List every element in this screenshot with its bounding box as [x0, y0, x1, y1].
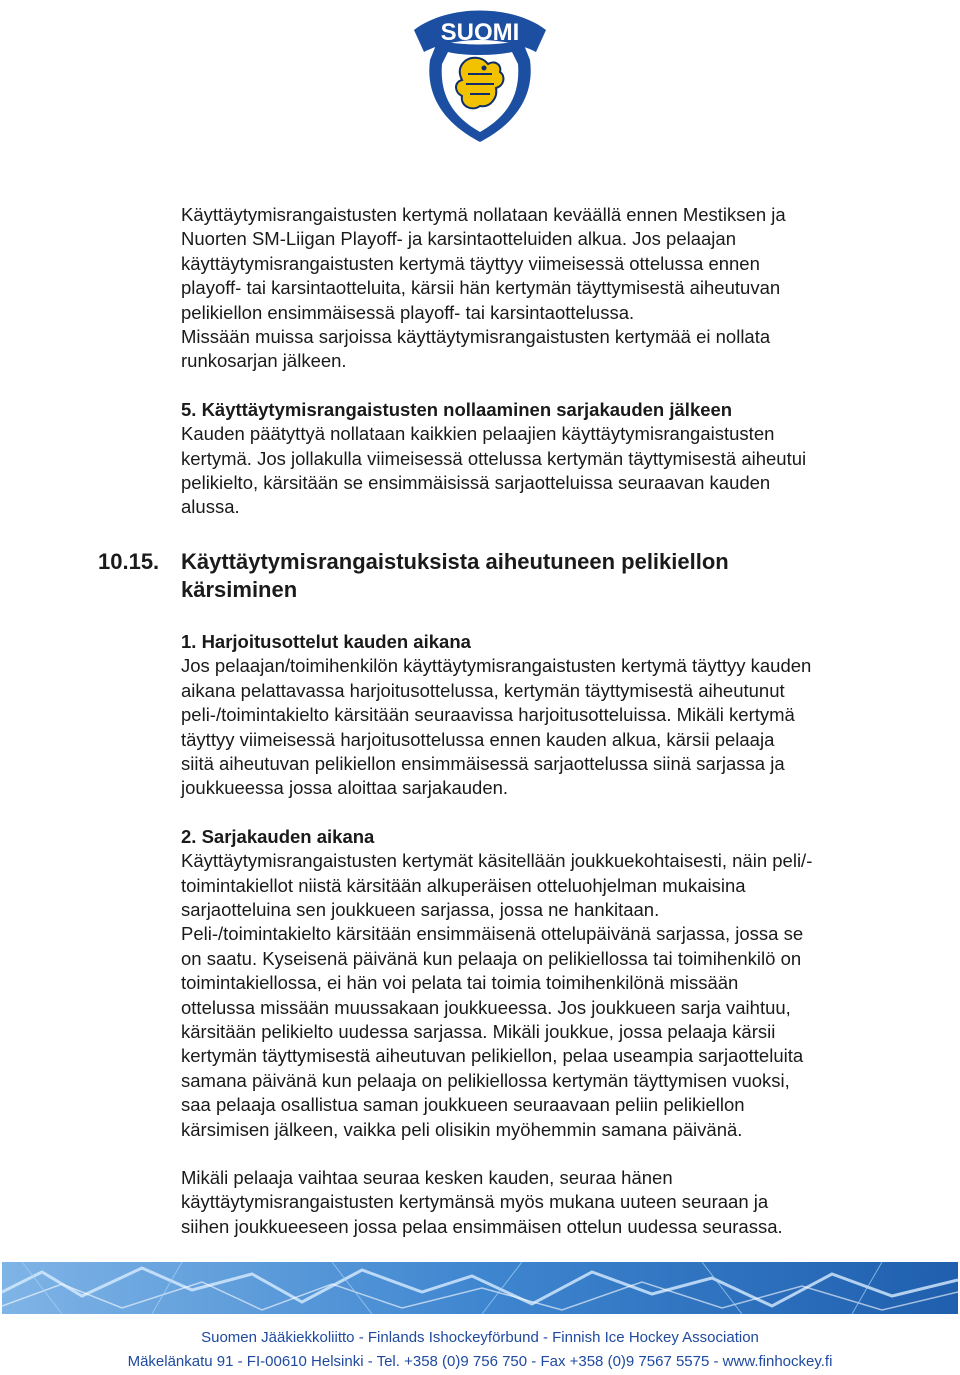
subsection-2: [181, 825, 901, 1240]
section-5-heading: 5. Käyttäytymisrangaistusten nollaaminen sarjakauden jälkeen: [181, 398, 733, 420]
text-line: sarjaotteluina sen joukkueen sarjassa, jossa ne hankitaan.: [181, 898, 660, 920]
text-line: Nuorten SM-Liigan Playoff- ja karsintaotteluiden alkua. Jos pelaajan: [181, 228, 736, 250]
text-line: Missään muissa sarjoissa käyttäytymisrangaistusten kertymää ei nollata: [181, 326, 771, 348]
text-line: runkosarjan jälkeen.: [181, 350, 347, 372]
suomi-logo: [408, 0, 552, 146]
text-line: Peli-/toimintakielto kärsitään ensimmäisenä ottelupäivänä sarjassa, jossa se: [181, 923, 804, 945]
text-line: playoff- tai karsintaotteluita, kärsii hän kertymän täyttymisestä aiheutuvan: [181, 277, 781, 299]
text-line: siihen joukkueeseen jossa pelaa ensimmäisen ottelun uudessa seurassa.: [181, 1215, 783, 1237]
text-line: ottelussa missään muussakaan joukkueessa. Jos joukkueen sarja vaihtuu,: [181, 996, 791, 1018]
footer-association: Suomen Jääkiekkoliitto - Finlands Ishockeyförbund - Finnish Ice Hockey Association: [201, 1329, 759, 1346]
text-line: Mikäli pelaaja vaihtaa seuraa kesken kauden, seuraa hänen: [181, 1167, 673, 1188]
text-line: joukkueessa jossa aloittaa sarjakauden.: [181, 777, 509, 799]
text-line: kärsimisen jälkeen, vaikka peli olisikin myöhemmin samana päivänä.: [181, 1118, 743, 1140]
text-line: kertymän täyttymisestä aiheutuvan pelikiellon, pelaa useampia sarjaotteluita: [181, 1045, 804, 1067]
section-a: [181, 203, 901, 374]
section-title-line: kärsiminen: [181, 576, 298, 602]
text-line: samana päivänä kun pelaaja on pelikiellossa kertymän täyttymisen vuoksi,: [181, 1069, 790, 1091]
text-line: alussa.: [181, 496, 240, 518]
text-line: käyttäytymisrangaistusten kertymänsä myös mukana uuteen seuraan ja: [181, 1191, 769, 1213]
text-line: siitä aiheutuvan pelikiellon ensimmäisessä sarjaottelussa siinä sarjassa ja: [181, 752, 785, 774]
text-line: Käyttäytymisrangaistusten kertymät käsitellään joukkuekohtaisesti, näin peli/-: [181, 850, 813, 872]
text-line: pelikiellon ensimmäisessä playoff- tai karsintaottelussa.: [181, 301, 635, 323]
text-line: Jos pelaajan/toimihenkilön käyttäytymisrangaistusten kertymä täyttyy kauden: [181, 655, 812, 677]
subsection-1: [181, 630, 901, 801]
text-line: pelikielto, kärsitään se ensimmäisissä sarjaotteluissa seuraavan kauden: [181, 472, 771, 494]
logo-text: SUOMI: [440, 19, 520, 46]
text-line: aikana pelattavassa harjoitusottelussa, kertymän täyttymisestä aiheutunut: [181, 679, 785, 701]
text-line: Käyttäytymisrangaistusten kertymä nollataan keväällä ennen Mestiksen ja: [181, 204, 786, 225]
text-line: on saatu. Kyseisenä päivänä kun pelaaja on pelikiellossa tai toimihenkilö on: [181, 947, 802, 969]
text-line: täyttyy viimeisessä harjoitusottelussa ennen kauden alkua, kärsii pelaaja: [181, 728, 775, 750]
ice-banner: [2, 1262, 958, 1314]
footer-contact: Mäkelänkatu 91 - FI-00610 Helsinki - Tel. +358 (0)9 756 750 - Fax +358 (0)9 7567 5575 - www.finhockey.fi: [127, 1353, 833, 1370]
text-line: peli-/toimintakielto kärsitään seuraavissa harjoitusotteluissa. Mikäli kertymä: [181, 704, 795, 726]
section-title-line: Käyttäytymisrangaistuksista aiheutuneen pelikiellon: [181, 548, 729, 574]
text-line: toimintakiellossa, ei hän voi pelata tai toimia toimihenkilönä missään: [181, 972, 739, 994]
document-body: [98, 203, 901, 1239]
section-5: [181, 398, 901, 520]
text-line: saa pelaaja osallistua saman joukkueen seuraavaan peliin pelikiellon: [181, 1094, 745, 1116]
subsection-2-heading: 2. Sarjakauden aikana: [181, 825, 375, 847]
text-line: Kauden päätyttyä nollataan kaikkien pelaajien käyttäytymisrangaistusten: [181, 423, 775, 445]
text-line: kertymä. Jos jollakulla viimeisessä ottelussa kertymän täyttymisestä aiheutui: [181, 447, 807, 469]
text-line: kärsitään pelikielto uudessa sarjassa. Mikäli joukkue, jossa pelaaja kärsii: [181, 1020, 776, 1042]
section-10-15: [98, 548, 901, 604]
text-line: käyttäytymisrangaistusten kertymä täyttyy viimeisessä ottelussa ennen: [181, 252, 760, 274]
section-number: 10.15.: [98, 548, 160, 574]
text-line: toimintakiellot niistä kärsitään alkuperäisen otteluohjelman mukaisina: [181, 874, 746, 896]
subsection-1-heading: 1. Harjoitusottelut kauden aikana: [181, 630, 471, 652]
